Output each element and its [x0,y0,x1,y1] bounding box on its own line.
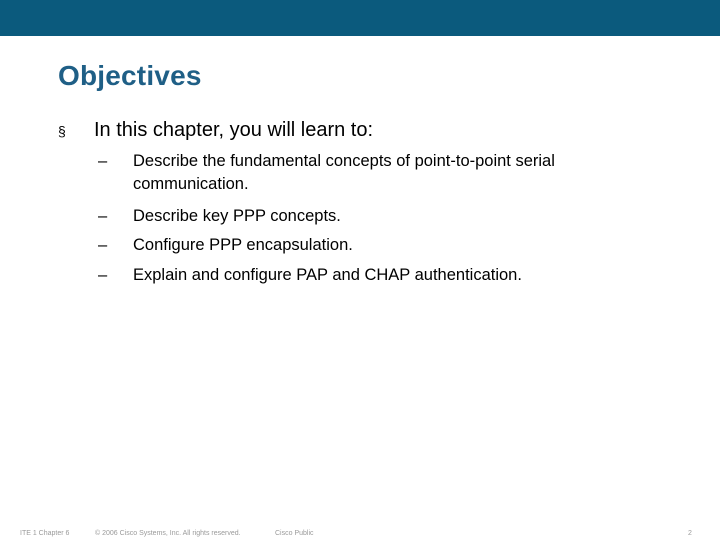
top-banner [0,0,720,36]
dash-marker: – [98,152,108,170]
sub-bullet-text: Configure PPP encapsulation. [133,236,353,254]
slide-title: Objectives [58,60,202,91]
sub-bullet-text: Describe the fundamental concepts of point-to-point serial communication. [133,152,555,194]
sub-bullet-text: Explain and configure PAP and CHAP authentication. [133,266,522,284]
sub-bullet-item [98,264,673,287]
sub-bullet-text: Describe key PPP concepts. [133,207,341,225]
page-number: 2 [688,530,692,537]
dash-marker: – [98,236,108,254]
sub-bullet-item [98,150,673,196]
sub-bullet-item [98,234,673,257]
footer-classification: Cisco Public [275,530,314,537]
sub-bullet-item [98,205,673,228]
dash-marker: – [98,266,108,284]
main-bullet-text: In this chapter, you will learn to: [94,119,374,141]
main-bullet [58,118,373,142]
bullet-marker: § [58,123,66,139]
footer-course-label: ITE 1 Chapter 6 [20,530,70,537]
dash-marker: – [98,207,108,225]
footer-copyright: © 2006 Cisco Systems, Inc. All rights reserved. [95,530,241,537]
slide-footer [0,526,720,538]
